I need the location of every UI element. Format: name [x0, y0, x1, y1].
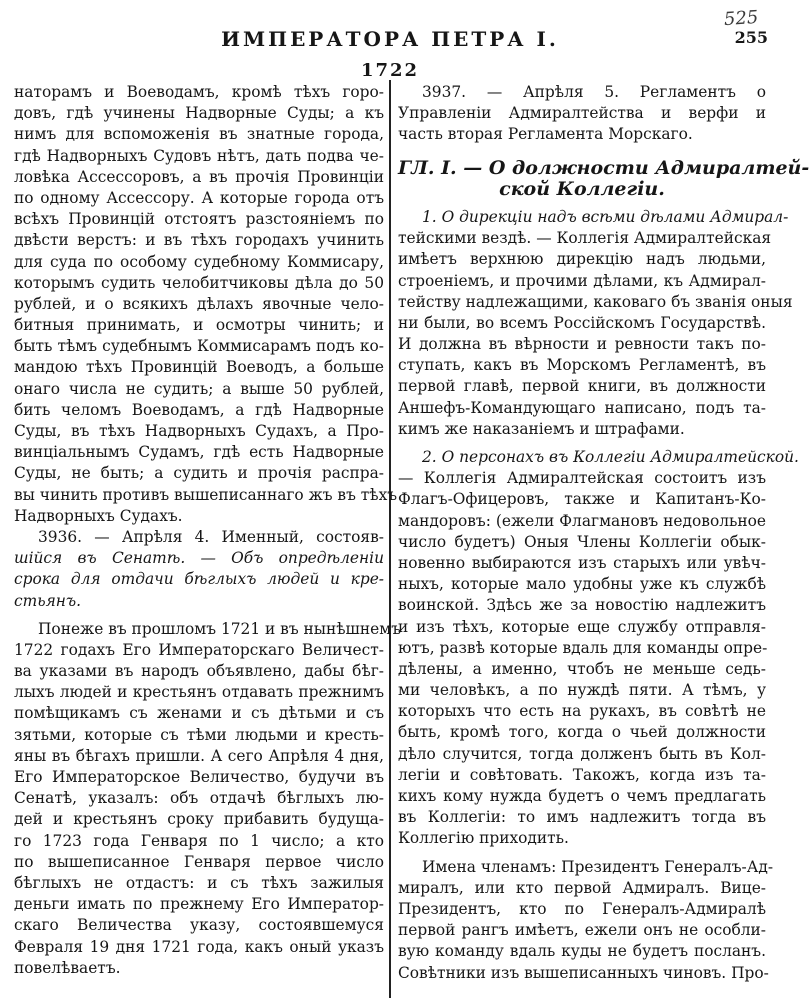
text-line: битныя принимать, и осмотры чинить; и [14, 316, 384, 335]
text-line: всѣхъ Провинцій отстоятъ разстояніемъ по [14, 210, 384, 229]
text-line: вы чинить противъ вышеписаннаго жъ въ тѣхъ [14, 485, 398, 504]
text-line: 1722 годахъ Его Императорскаго Величест- [14, 640, 384, 659]
text-line: — Коллегія Адмиралтейская состоитъ изъ [398, 469, 766, 488]
text-line: нимъ для вспоможенія въ знатные города, [14, 125, 384, 144]
text-line: ни были, во всемъ Россійскомъ Государствѣ. [398, 313, 766, 332]
section-heading: 1. О дирекціи надъ всѣми дѣлами Адмирал- [422, 207, 789, 226]
text-line: дей и крестьянъ сроку прибавить будуща- [14, 810, 384, 829]
text-line: лыхъ людей и крестьянъ отдавать прежнимъ [14, 683, 384, 702]
text-line: Февраля 19 дня 1721 года, какъ оный указъ [14, 937, 384, 956]
text-line: первой рангъ имѣетъ, ежели онъ не особли- [398, 921, 766, 940]
decree-heading-line: шійся въ Сенатѣ. — Объ опредѣленіи [14, 549, 384, 568]
page-number: 255 [734, 28, 768, 47]
text-line: Имена членамъ: Президентъ Генералъ-Ад- [422, 857, 774, 876]
decree-heading-line: Управленіи Адмиралтейства и верфи и [398, 104, 766, 123]
text-line: вую команду вдаль куды не будетъ посланъ. [398, 942, 766, 961]
text-line: яны въ бѣгахъ пришли. А сего Апрѣля 4 дня, [14, 746, 384, 765]
text-line: и изъ тѣхъ, которые еще службу отправля- [398, 617, 766, 636]
section-heading: 2. О персонахъ въ Коллегіи Адмиралтейской. [422, 448, 799, 466]
text-line: го 1723 года Генваря по 1 число; а кто [14, 831, 384, 850]
handwritten-page-number: 525 [722, 6, 759, 31]
text-line: деньги имать по прежнему Его Император- [14, 895, 384, 914]
chapter-heading: ской Коллегіи. [499, 177, 665, 200]
running-title: ИМПЕРАТОРА ПЕТРА I. [221, 27, 559, 51]
text-line: Президентъ, кто по Генералъ-Адмиралѣ [398, 899, 766, 918]
text-line: Флагъ-Офицеровъ, также и Капитанъ-Ко- [398, 490, 766, 509]
text-line: бѣглыхъ не отдастъ: и съ тѣхъ зажилыя [14, 873, 384, 892]
text-line: ва указами въ народъ объявлено, дабы бѣг- [14, 662, 384, 681]
text-line: рублей, и о всякихъ дѣлахъ явочные чело- [14, 294, 384, 313]
text-line: дѣло случится, тогда долженъ быть въ Кол- [398, 744, 766, 763]
text-line: быть тѣмъ судебнымъ Коммисарамъ подъ ко- [14, 337, 384, 356]
decree-heading-line: срока для отдачи бѣглыхъ людей и кре- [14, 570, 384, 589]
text-line: ступать, какъ въ Морскомъ Регламентѣ, въ [398, 356, 766, 375]
text-line: довъ, гдѣ учинены Надворные Суды; а къ [14, 104, 384, 123]
text-line: Суды, не быть; а судить и прочія распра- [14, 464, 384, 483]
text-line: Суды, въ тѣхъ Надворныхъ Судахъ, а Про- [14, 422, 384, 440]
year-heading: 1722 [360, 60, 420, 81]
text-line: ныхъ, которые мало удобны уже къ службѣ [398, 575, 766, 594]
text-line: мандою тѣхъ Провинцій Воеводъ, а больше [14, 358, 384, 377]
text-line: которымъ судить челобитчиковы дѣла до 50 [14, 273, 384, 292]
right-column [398, 82, 809, 984]
text-line: миралъ, или кто первой Адмиралъ. Вице- [398, 878, 766, 897]
text-line: повелѣваетъ. [14, 958, 121, 977]
text-line: тейству надлежащими, каковаго бъ званія оныя [398, 292, 793, 311]
text-line: двѣсти верстъ: и въ тѣхъ городахъ учинить [14, 231, 384, 250]
text-line: мандоровъ: (ежели Флагмановъ недовольное [398, 511, 766, 530]
text-line: наторамъ и Воеводамъ, кромѣ тѣхъ горо- [14, 83, 384, 101]
left-column [14, 82, 401, 979]
text-line: онаго числа не судить; а выше 50 рублей, [14, 379, 384, 398]
text-line: Понеже въ прошломъ 1721 и въ нынѣшнемъ [38, 619, 401, 638]
text-line: ми человѣкъ, а по нуждѣ пяти. А тѣмъ, у [398, 681, 766, 700]
text-line: Сенатѣ, указалъ: объ отдачѣ бѣглыхъ лю- [14, 789, 384, 808]
text-line: быть, кромѣ того, когда о чьей должности [398, 723, 766, 742]
text-line: строеніемъ, и прочими дѣлами, къ Адмирал- [398, 271, 766, 290]
text-line: Совѣтники изъ вышеписанныхъ чиновъ. Про- [398, 963, 769, 982]
decree-heading-line: часть вторая Регламента Морскаго. [398, 125, 693, 144]
text-line: Аншефъ-Командующаго написано, подъ та- [398, 398, 766, 417]
text-line: ловѣка Ассессоровъ, а въ прочія Провинціи [14, 167, 384, 186]
decree-heading-line: 3936. — Апрѣля 4. Именный, состояв- [38, 527, 384, 546]
text-line: винціальнымъ Судамъ, гдѣ есть Надворные [14, 443, 384, 462]
decree-heading-line: стьянъ. [14, 591, 82, 610]
text-line: кихъ кому нужда будетъ о чемъ предлагать [398, 787, 766, 805]
text-line: воинской. Здѣсь же за новостію надлежитъ [398, 596, 766, 615]
text-line: легіи и совѣтовать. Такожъ, когда изъ та- [398, 765, 766, 784]
text-line: имѣетъ верхнюю дирекцію надъ людьми, [398, 250, 766, 269]
text-line: Коллегію приходить. [398, 829, 569, 848]
text-line: по вышеписанное Генваря первое число [14, 852, 384, 871]
text-line: бить челомъ Воеводамъ, а гдѣ Надворные [14, 400, 384, 419]
text-line: кимъ же наказаніемъ и штрафами. [398, 419, 685, 438]
decree-heading-line: 3937. — Апрѣля 5. Регламентъ о [422, 83, 766, 101]
text-line: новенно выбираются изъ старыхъ или увѣч- [398, 553, 766, 572]
text-line: гдѣ Надворныхъ Судовъ нѣтъ, дать подва че- [14, 146, 384, 165]
text-line: число будетъ) Оныя Члены Коллегіи обык- [398, 532, 766, 551]
column-divider [389, 80, 391, 998]
text-line: Надворныхъ Судахъ. [14, 506, 183, 525]
chapter-heading: ГЛ. I. — О должности Адмиралтей- [398, 156, 809, 179]
text-line: по одному Ассессору. А которые города отъ [14, 188, 384, 207]
text-line: первой главѣ, первой книги, въ должности [398, 377, 766, 396]
text-line: помѣщикамъ съ женами и съ дѣтьми и съ [14, 704, 384, 723]
text-line: которыхъ что есть на рукахъ, въ совѣтѣ не [398, 702, 766, 721]
text-line: ютъ, развѣ которые вдаль для команды опре- [398, 638, 768, 657]
text-line: дѣлены, а именно, чтобъ не меньше седь- [398, 659, 766, 678]
text-line: тейскими вездѣ. — Коллегія Адмиралтейская [398, 229, 772, 248]
text-line: для суда по особому судебному Коммисару, [14, 252, 384, 271]
text-line: И должна въ вѣрности и ревности такъ по- [398, 335, 766, 354]
text-line: зятьми, которые съ тѣми людьми и кресть- [14, 725, 384, 744]
text-line: въ Коллегіи: то имъ надлежитъ тогда въ [398, 808, 766, 827]
text-line: Его Императорское Величество, будучи въ [14, 768, 384, 786]
text-line: скаго Величества указу, состоявшемуся [14, 916, 384, 935]
